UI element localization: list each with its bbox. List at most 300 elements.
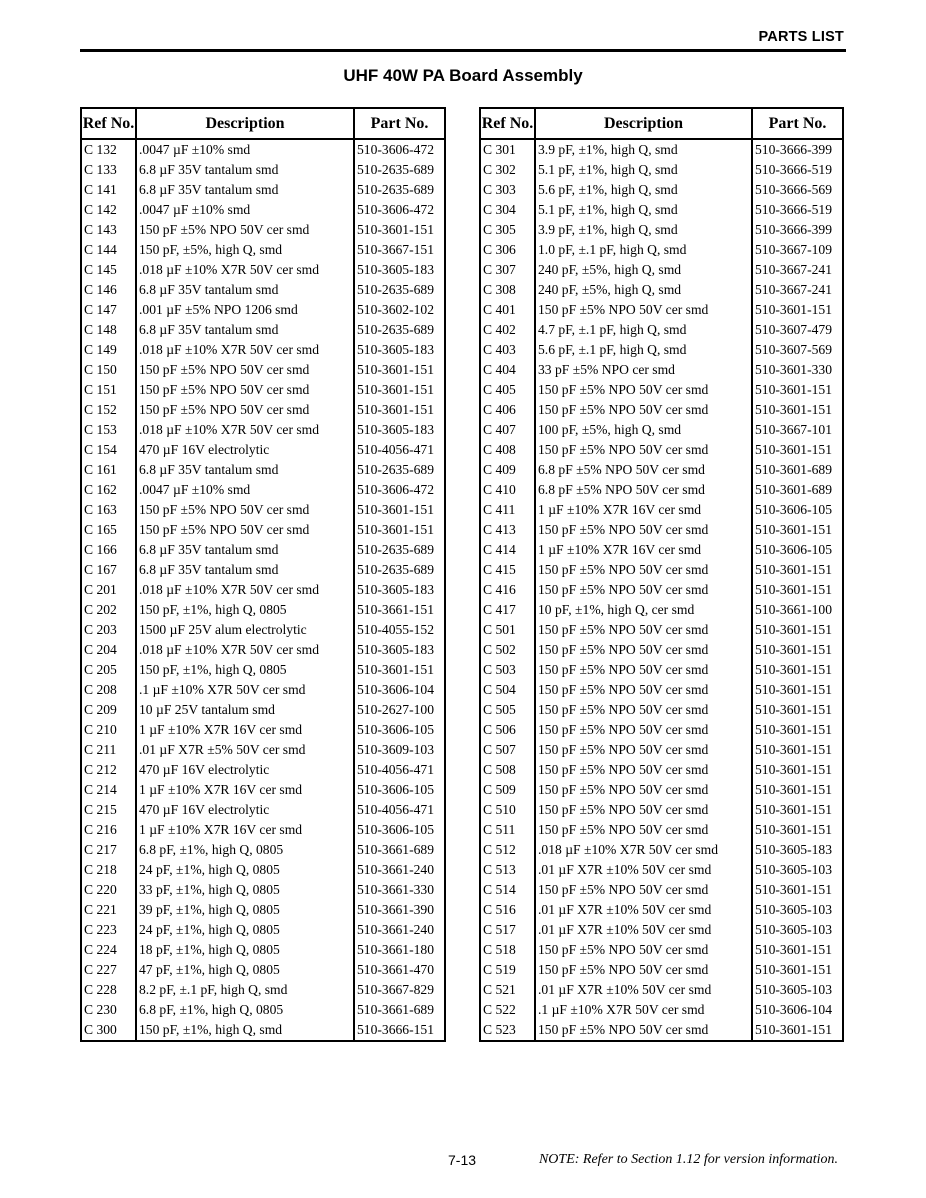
ref-cell: C 151 bbox=[81, 380, 136, 400]
ref-cell: C 211 bbox=[81, 740, 136, 760]
ref-cell: C 220 bbox=[81, 880, 136, 900]
description-cell: 150 pF ±5% NPO 50V cer smd bbox=[535, 700, 752, 720]
description-cell: 150 pF ±5% NPO 50V cer smd bbox=[535, 940, 752, 960]
table-row bbox=[81, 440, 445, 460]
part-number-cell: 510-3605-103 bbox=[755, 902, 833, 917]
ref-cell: C 230 bbox=[81, 1000, 136, 1020]
description-cell: 6.8 µF 35V tantalum smd bbox=[136, 320, 354, 340]
ref-cell: C 143 bbox=[81, 220, 136, 240]
ref-cell: C 413 bbox=[480, 520, 535, 540]
ref-cell: C 416 bbox=[480, 580, 535, 600]
table-row bbox=[81, 280, 445, 300]
part-number-cell: 510-3666-569 bbox=[755, 182, 833, 197]
part-number-cell: 510-3661-689 bbox=[357, 842, 435, 857]
part-number-cell: 510-3667-829 bbox=[357, 982, 435, 997]
table-row bbox=[81, 420, 445, 440]
ref-cell: C 510 bbox=[480, 800, 535, 820]
ref-cell: C 415 bbox=[480, 560, 535, 580]
table-row bbox=[81, 900, 445, 920]
table-row bbox=[81, 400, 445, 420]
table-row bbox=[480, 920, 843, 940]
part-number-cell: 510-3601-151 bbox=[755, 662, 833, 677]
part-number-cell: 510-3601-151 bbox=[357, 502, 435, 517]
ref-cell: C 203 bbox=[81, 620, 136, 640]
description-cell: 5.6 pF, ±1%, high Q, smd bbox=[535, 180, 752, 200]
description-cell: 47 pF, ±1%, high Q, 0805 bbox=[136, 960, 354, 980]
ref-cell: C 224 bbox=[81, 940, 136, 960]
ref-cell: C 228 bbox=[81, 980, 136, 1000]
table-row bbox=[480, 940, 843, 960]
table-row bbox=[480, 600, 843, 620]
part-number-cell: 510-3606-104 bbox=[755, 1002, 833, 1017]
table-row bbox=[81, 360, 445, 380]
ref-cell: C 167 bbox=[81, 560, 136, 580]
ref-cell: C 217 bbox=[81, 840, 136, 860]
part-number-cell: 510-3666-151 bbox=[357, 1022, 435, 1037]
table-row bbox=[480, 440, 843, 460]
part-number-cell: 510-3601-151 bbox=[755, 1022, 833, 1037]
ref-cell: C 506 bbox=[480, 720, 535, 740]
column-header-part: Part No. bbox=[752, 108, 843, 139]
table-row bbox=[81, 139, 445, 160]
part-number-cell: 510-2635-689 bbox=[357, 182, 435, 197]
table-row bbox=[81, 580, 445, 600]
parts-table-left bbox=[80, 107, 446, 1042]
ref-cell: C 150 bbox=[81, 360, 136, 380]
description-cell: 1 µF ±10% X7R 16V cer smd bbox=[535, 500, 752, 520]
description-cell: 4.7 pF, ±.1 pF, high Q, smd bbox=[535, 320, 752, 340]
table-row bbox=[81, 700, 445, 720]
description-cell: 150 pF ±5% NPO 50V cer smd bbox=[535, 820, 752, 840]
ref-cell: C 508 bbox=[480, 760, 535, 780]
description-cell: 150 pF ±5% NPO 50V cer smd bbox=[535, 680, 752, 700]
column-header-part: Part No. bbox=[354, 108, 445, 139]
part-number-cell: 510-3601-151 bbox=[755, 522, 833, 537]
ref-cell: C 411 bbox=[480, 500, 535, 520]
part-number-cell: 510-3667-151 bbox=[357, 242, 435, 257]
table-row bbox=[480, 860, 843, 880]
part-number-cell: 510-3601-151 bbox=[755, 722, 833, 737]
ref-cell: C 306 bbox=[480, 240, 535, 260]
table-row bbox=[480, 980, 843, 1000]
part-number-cell: 510-3601-151 bbox=[755, 622, 833, 637]
ref-cell: C 301 bbox=[480, 139, 535, 160]
table-row bbox=[81, 880, 445, 900]
description-cell: .018 µF ±10% X7R 50V cer smd bbox=[136, 640, 354, 660]
description-cell: 24 pF, ±1%, high Q, 0805 bbox=[136, 860, 354, 880]
description-cell: 150 pF ±5% NPO 50V cer smd bbox=[535, 780, 752, 800]
page-number: 7-13 bbox=[448, 1152, 477, 1168]
table-row bbox=[480, 800, 843, 820]
ref-cell: C 214 bbox=[81, 780, 136, 800]
part-number-cell: 510-3666-399 bbox=[755, 222, 833, 237]
description-cell: 6.8 µF 35V tantalum smd bbox=[136, 460, 354, 480]
part-number-cell: 510-3601-151 bbox=[755, 942, 833, 957]
table-header-row bbox=[480, 108, 843, 139]
description-cell: 3.9 pF, ±1%, high Q, smd bbox=[535, 139, 752, 160]
ref-cell: C 417 bbox=[480, 600, 535, 620]
part-number-cell: 510-3666-399 bbox=[755, 142, 833, 157]
table-row bbox=[480, 820, 843, 840]
ref-cell: C 148 bbox=[81, 320, 136, 340]
part-number-cell: 510-3605-103 bbox=[755, 922, 833, 937]
table-row bbox=[81, 260, 445, 280]
part-number-cell: 510-3661-689 bbox=[357, 1002, 435, 1017]
part-number-cell: 510-3606-105 bbox=[357, 822, 435, 837]
ref-cell: C 302 bbox=[480, 160, 535, 180]
ref-cell: C 215 bbox=[81, 800, 136, 820]
ref-cell: C 513 bbox=[480, 860, 535, 880]
ref-cell: C 507 bbox=[480, 740, 535, 760]
description-cell: 6.8 pF ±5% NPO 50V cer smd bbox=[535, 460, 752, 480]
part-number-cell: 510-2635-689 bbox=[357, 562, 435, 577]
ref-cell: C 204 bbox=[81, 640, 136, 660]
description-cell: 150 pF ±5% NPO 50V cer smd bbox=[535, 960, 752, 980]
table-row bbox=[480, 840, 843, 860]
part-number-cell: 510-3667-241 bbox=[755, 282, 833, 297]
part-number-cell: 510-3601-151 bbox=[755, 762, 833, 777]
column-header-ref: Ref No. bbox=[480, 108, 535, 139]
ref-cell: C 501 bbox=[480, 620, 535, 640]
table-row bbox=[480, 260, 843, 280]
part-number-cell: 510-3605-183 bbox=[357, 582, 435, 597]
description-cell: 5.1 pF, ±1%, high Q, smd bbox=[535, 160, 752, 180]
description-cell: 150 pF ±5% NPO 50V cer smd bbox=[136, 220, 354, 240]
ref-cell: C 514 bbox=[480, 880, 535, 900]
description-cell: 240 pF, ±5%, high Q, smd bbox=[535, 280, 752, 300]
description-cell: 150 pF ±5% NPO 50V cer smd bbox=[535, 580, 752, 600]
ref-cell: C 201 bbox=[81, 580, 136, 600]
description-cell: .018 µF ±10% X7R 50V cer smd bbox=[535, 840, 752, 860]
part-number-cell: 510-3606-105 bbox=[755, 502, 833, 517]
table-row bbox=[81, 620, 445, 640]
description-cell: 150 pF ±5% NPO 50V cer smd bbox=[136, 360, 354, 380]
description-cell: 10 µF 25V tantalum smd bbox=[136, 700, 354, 720]
ref-cell: C 304 bbox=[480, 200, 535, 220]
description-cell: 6.8 pF, ±1%, high Q, 0805 bbox=[136, 840, 354, 860]
ref-cell: C 166 bbox=[81, 540, 136, 560]
description-cell: 150 pF, ±1%, high Q, 0805 bbox=[136, 660, 354, 680]
ref-cell: C 146 bbox=[81, 280, 136, 300]
ref-cell: C 307 bbox=[480, 260, 535, 280]
description-cell: 470 µF 16V electrolytic bbox=[136, 440, 354, 460]
table-row bbox=[81, 720, 445, 740]
description-cell: 1 µF ±10% X7R 16V cer smd bbox=[535, 540, 752, 560]
ref-cell: C 516 bbox=[480, 900, 535, 920]
header-rule bbox=[80, 49, 846, 52]
part-number-cell: 510-3601-151 bbox=[755, 302, 833, 317]
part-number-cell: 510-3661-470 bbox=[357, 962, 435, 977]
description-cell: 3.9 pF, ±1%, high Q, smd bbox=[535, 220, 752, 240]
description-cell: 150 pF ±5% NPO 50V cer smd bbox=[535, 720, 752, 740]
description-cell: 150 pF, ±1%, high Q, smd bbox=[136, 1020, 354, 1041]
table-row bbox=[81, 980, 445, 1000]
ref-cell: C 517 bbox=[480, 920, 535, 940]
part-number-cell: 510-3661-240 bbox=[357, 862, 435, 877]
description-cell: 150 pF ±5% NPO 50V cer smd bbox=[535, 640, 752, 660]
column-header-ref: Ref No. bbox=[81, 108, 136, 139]
part-number-cell: 510-2627-100 bbox=[357, 702, 435, 717]
table-row bbox=[480, 640, 843, 660]
table-row bbox=[81, 600, 445, 620]
ref-cell: C 162 bbox=[81, 480, 136, 500]
description-cell: 5.6 pF, ±.1 pF, high Q, smd bbox=[535, 340, 752, 360]
table-row bbox=[480, 560, 843, 580]
description-cell: 150 pF ±5% NPO 50V cer smd bbox=[535, 1020, 752, 1041]
description-cell: 5.1 pF, ±1%, high Q, smd bbox=[535, 200, 752, 220]
description-cell: 6.8 µF 35V tantalum smd bbox=[136, 280, 354, 300]
part-number-cell: 510-3601-151 bbox=[755, 562, 833, 577]
description-cell: .01 µF X7R ±10% 50V cer smd bbox=[535, 860, 752, 880]
ref-cell: C 205 bbox=[81, 660, 136, 680]
description-cell: 33 pF, ±1%, high Q, 0805 bbox=[136, 880, 354, 900]
table-row bbox=[480, 360, 843, 380]
table-row bbox=[480, 680, 843, 700]
part-number-cell: 510-4056-471 bbox=[357, 442, 435, 457]
table-row bbox=[480, 220, 843, 240]
part-number-cell: 510-3609-103 bbox=[357, 742, 435, 757]
table-row bbox=[81, 640, 445, 660]
description-cell: 150 pF ±5% NPO 50V cer smd bbox=[535, 400, 752, 420]
table-row bbox=[480, 740, 843, 760]
description-cell: 150 pF ±5% NPO 50V cer smd bbox=[535, 560, 752, 580]
table-row bbox=[81, 660, 445, 680]
part-number-cell: 510-4056-471 bbox=[357, 802, 435, 817]
part-number-cell: 510-3601-689 bbox=[755, 482, 833, 497]
table-row bbox=[480, 200, 843, 220]
table-row bbox=[480, 320, 843, 340]
description-cell: 6.8 µF 35V tantalum smd bbox=[136, 540, 354, 560]
ref-cell: C 410 bbox=[480, 480, 535, 500]
part-number-cell: 510-3607-569 bbox=[755, 342, 833, 357]
description-cell: 150 pF ±5% NPO 50V cer smd bbox=[535, 800, 752, 820]
ref-cell: C 523 bbox=[480, 1020, 535, 1041]
part-number-cell: 510-2635-689 bbox=[357, 462, 435, 477]
ref-cell: C 509 bbox=[480, 780, 535, 800]
table-row bbox=[81, 560, 445, 580]
table-row bbox=[480, 960, 843, 980]
ref-cell: C 403 bbox=[480, 340, 535, 360]
part-number-cell: 510-3601-151 bbox=[755, 402, 833, 417]
table-row bbox=[480, 300, 843, 320]
ref-cell: C 147 bbox=[81, 300, 136, 320]
table-row bbox=[81, 340, 445, 360]
part-number-cell: 510-3661-180 bbox=[357, 942, 435, 957]
table-row bbox=[81, 680, 445, 700]
table-row bbox=[81, 940, 445, 960]
table-row bbox=[480, 240, 843, 260]
ref-cell: C 300 bbox=[81, 1020, 136, 1041]
ref-cell: C 133 bbox=[81, 160, 136, 180]
part-number-cell: 510-3661-100 bbox=[755, 602, 833, 617]
ref-cell: C 308 bbox=[480, 280, 535, 300]
ref-cell: C 521 bbox=[480, 980, 535, 1000]
part-number-cell: 510-3601-151 bbox=[357, 362, 435, 377]
part-number-cell: 510-3606-472 bbox=[357, 142, 435, 157]
description-cell: 150 pF ±5% NPO 50V cer smd bbox=[535, 880, 752, 900]
ref-cell: C 154 bbox=[81, 440, 136, 460]
ref-cell: C 132 bbox=[81, 139, 136, 160]
page-header bbox=[80, 28, 846, 50]
part-number-cell: 510-3601-689 bbox=[755, 462, 833, 477]
ref-cell: C 141 bbox=[81, 180, 136, 200]
part-number-cell: 510-3601-151 bbox=[357, 402, 435, 417]
part-number-cell: 510-3601-151 bbox=[357, 522, 435, 537]
table-row bbox=[480, 700, 843, 720]
table-row bbox=[480, 420, 843, 440]
description-cell: .0047 µF ±10% smd bbox=[136, 480, 354, 500]
description-cell: 1.0 pF, ±.1 pF, high Q, smd bbox=[535, 240, 752, 260]
part-number-cell: 510-3661-151 bbox=[357, 602, 435, 617]
part-number-cell: 510-3605-103 bbox=[755, 862, 833, 877]
table-row bbox=[81, 820, 445, 840]
column-header-description: Description bbox=[136, 108, 354, 139]
part-number-cell: 510-3601-151 bbox=[755, 442, 833, 457]
ref-cell: C 503 bbox=[480, 660, 535, 680]
description-cell: .018 µF ±10% X7R 50V cer smd bbox=[136, 340, 354, 360]
part-number-cell: 510-3666-519 bbox=[755, 202, 833, 217]
ref-cell: C 405 bbox=[480, 380, 535, 400]
part-number-cell: 510-3605-183 bbox=[357, 422, 435, 437]
table-row bbox=[480, 460, 843, 480]
ref-cell: C 153 bbox=[81, 420, 136, 440]
table-row bbox=[480, 520, 843, 540]
table-row bbox=[81, 860, 445, 880]
column-header-description: Description bbox=[535, 108, 752, 139]
ref-cell: C 519 bbox=[480, 960, 535, 980]
description-cell: 24 pF, ±1%, high Q, 0805 bbox=[136, 920, 354, 940]
ref-cell: C 408 bbox=[480, 440, 535, 460]
ref-cell: C 401 bbox=[480, 300, 535, 320]
table-row bbox=[480, 1020, 843, 1041]
ref-cell: C 145 bbox=[81, 260, 136, 280]
table-row bbox=[81, 380, 445, 400]
description-cell: 150 pF, ±5%, high Q, smd bbox=[136, 240, 354, 260]
table-row bbox=[81, 800, 445, 820]
part-number-cell: 510-3606-472 bbox=[357, 482, 435, 497]
description-cell: 150 pF ±5% NPO 50V cer smd bbox=[136, 520, 354, 540]
ref-cell: C 149 bbox=[81, 340, 136, 360]
document-title: UHF 40W PA Board Assembly bbox=[343, 66, 583, 85]
part-number-cell: 510-3667-109 bbox=[755, 242, 833, 257]
part-number-cell: 510-3605-183 bbox=[357, 262, 435, 277]
part-number-cell: 510-3601-151 bbox=[357, 222, 435, 237]
part-number-cell: 510-2635-689 bbox=[357, 282, 435, 297]
part-number-cell: 510-3601-330 bbox=[755, 362, 833, 377]
part-number-cell: 510-3601-151 bbox=[755, 642, 833, 657]
part-number-cell: 510-3605-103 bbox=[755, 982, 833, 997]
description-cell: 6.8 µF 35V tantalum smd bbox=[136, 180, 354, 200]
version-note: NOTE: Refer to Section 1.12 for version information. bbox=[538, 1152, 838, 1167]
ref-cell: C 409 bbox=[480, 460, 535, 480]
description-cell: 8.2 pF, ±.1 pF, high Q, smd bbox=[136, 980, 354, 1000]
table-row bbox=[480, 720, 843, 740]
ref-cell: C 407 bbox=[480, 420, 535, 440]
parts-table-left-body bbox=[81, 139, 445, 1041]
table-row bbox=[480, 340, 843, 360]
description-cell: 1 µF ±10% X7R 16V cer smd bbox=[136, 820, 354, 840]
ref-cell: C 209 bbox=[81, 700, 136, 720]
description-cell: 150 pF ±5% NPO 50V cer smd bbox=[136, 380, 354, 400]
ref-cell: C 208 bbox=[81, 680, 136, 700]
description-cell: 150 pF ±5% NPO 50V cer smd bbox=[535, 520, 752, 540]
table-row bbox=[81, 920, 445, 940]
ref-cell: C 227 bbox=[81, 960, 136, 980]
description-cell: 470 µF 16V electrolytic bbox=[136, 800, 354, 820]
description-cell: .018 µF ±10% X7R 50V cer smd bbox=[136, 580, 354, 600]
ref-cell: C 218 bbox=[81, 860, 136, 880]
table-row bbox=[81, 960, 445, 980]
table-row bbox=[480, 380, 843, 400]
ref-cell: C 305 bbox=[480, 220, 535, 240]
table-row bbox=[81, 760, 445, 780]
part-number-cell: 510-3667-101 bbox=[755, 422, 833, 437]
description-cell: 10 pF, ±1%, high Q, cer smd bbox=[535, 600, 752, 620]
ref-cell: C 303 bbox=[480, 180, 535, 200]
part-number-cell: 510-3601-151 bbox=[755, 742, 833, 757]
ref-cell: C 414 bbox=[480, 540, 535, 560]
ref-cell: C 221 bbox=[81, 900, 136, 920]
part-number-cell: 510-3602-102 bbox=[357, 302, 435, 317]
table-row bbox=[480, 620, 843, 640]
part-number-cell: 510-3601-151 bbox=[755, 822, 833, 837]
description-cell: 6.8 pF, ±1%, high Q, 0805 bbox=[136, 1000, 354, 1020]
description-cell: .01 µF X7R ±10% 50V cer smd bbox=[535, 900, 752, 920]
description-cell: 150 pF ±5% NPO 50V cer smd bbox=[535, 380, 752, 400]
ref-cell: C 518 bbox=[480, 940, 535, 960]
description-cell: .01 µF X7R ±5% 50V cer smd bbox=[136, 740, 354, 760]
table-row bbox=[81, 500, 445, 520]
table-row bbox=[480, 160, 843, 180]
description-cell: .018 µF ±10% X7R 50V cer smd bbox=[136, 260, 354, 280]
part-number-cell: 510-3606-472 bbox=[357, 202, 435, 217]
description-cell: 1500 µF 25V alum electrolytic bbox=[136, 620, 354, 640]
description-cell: 150 pF ±5% NPO 50V cer smd bbox=[535, 740, 752, 760]
description-cell: .0047 µF ±10% smd bbox=[136, 200, 354, 220]
part-number-cell: 510-3661-330 bbox=[357, 882, 435, 897]
ref-cell: C 210 bbox=[81, 720, 136, 740]
table-row bbox=[480, 1000, 843, 1020]
table-row bbox=[81, 480, 445, 500]
part-number-cell: 510-3605-183 bbox=[357, 342, 435, 357]
description-cell: 150 pF ±5% NPO 50V cer smd bbox=[535, 660, 752, 680]
ref-cell: C 152 bbox=[81, 400, 136, 420]
table-row bbox=[480, 480, 843, 500]
table-row bbox=[480, 180, 843, 200]
part-number-cell: 510-3605-183 bbox=[755, 842, 833, 857]
part-number-cell: 510-4056-471 bbox=[357, 762, 435, 777]
parts-table-right-body bbox=[480, 139, 843, 1041]
description-cell: 470 µF 16V electrolytic bbox=[136, 760, 354, 780]
ref-cell: C 144 bbox=[81, 240, 136, 260]
description-cell: .01 µF X7R ±10% 50V cer smd bbox=[535, 920, 752, 940]
part-number-cell: 510-3601-151 bbox=[755, 882, 833, 897]
part-number-cell: 510-3606-105 bbox=[357, 722, 435, 737]
ref-cell: C 512 bbox=[480, 840, 535, 860]
ref-cell: C 511 bbox=[480, 820, 535, 840]
part-number-cell: 510-3601-151 bbox=[357, 662, 435, 677]
part-number-cell: 510-3667-241 bbox=[755, 262, 833, 277]
table-row bbox=[480, 660, 843, 680]
ref-cell: C 522 bbox=[480, 1000, 535, 1020]
description-cell: 6.8 µF 35V tantalum smd bbox=[136, 160, 354, 180]
table-row bbox=[81, 240, 445, 260]
part-number-cell: 510-3601-151 bbox=[755, 582, 833, 597]
part-number-cell: 510-3601-151 bbox=[755, 382, 833, 397]
description-cell: .1 µF ±10% X7R 50V cer smd bbox=[136, 680, 354, 700]
table-row bbox=[480, 580, 843, 600]
ref-cell: C 406 bbox=[480, 400, 535, 420]
